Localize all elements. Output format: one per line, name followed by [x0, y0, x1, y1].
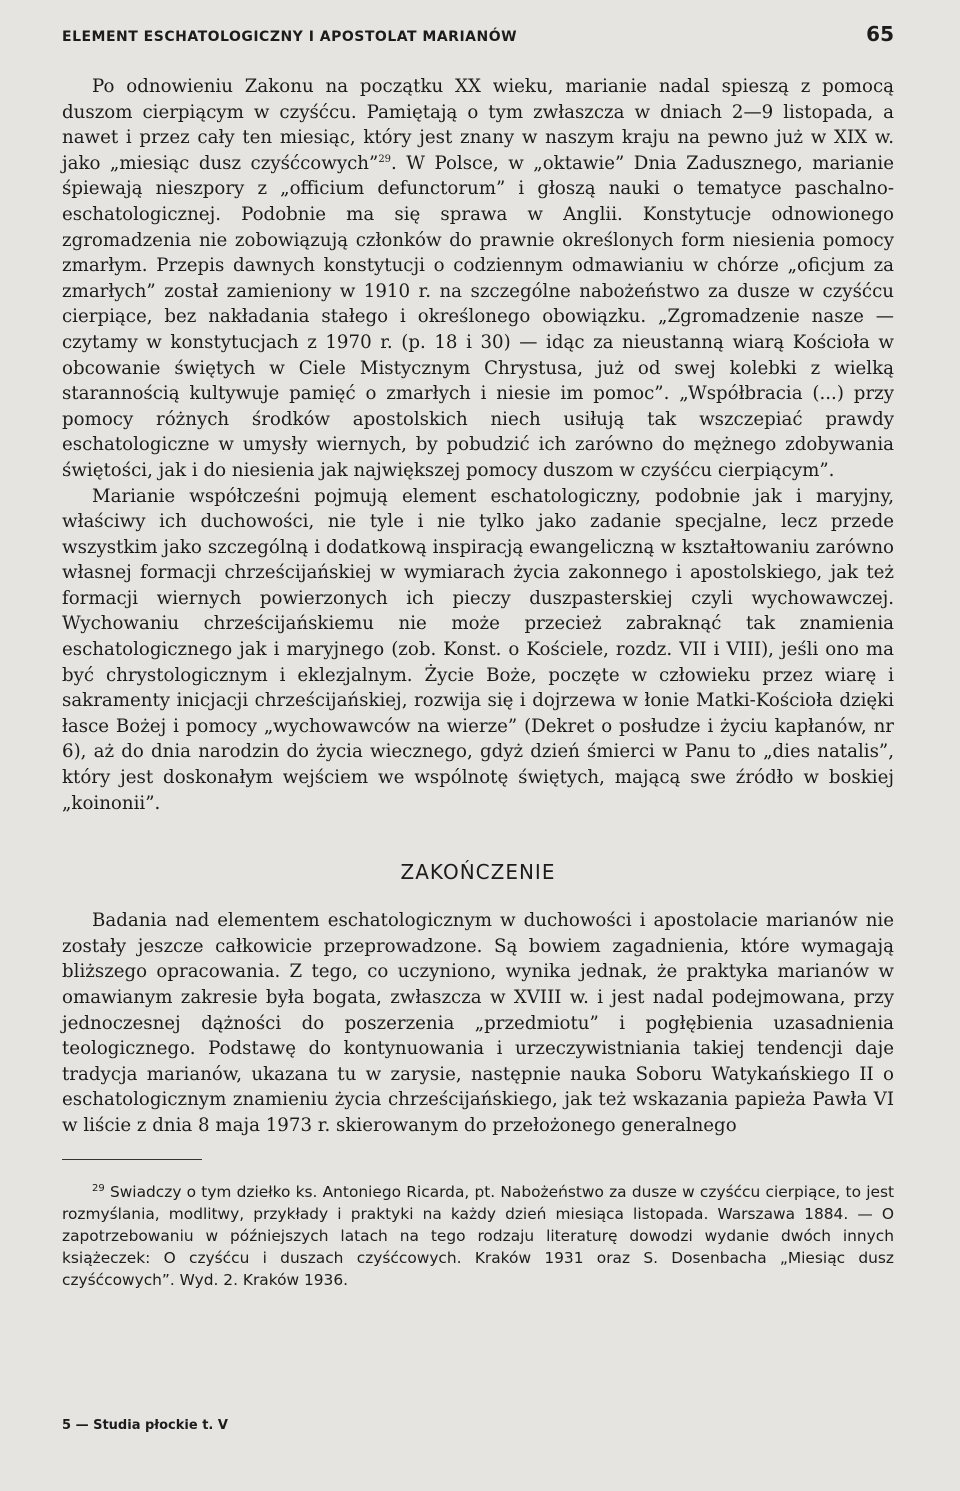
footnote-text: Swiadczy o tym dziełko ks. Antoniego Ricarda, pt. Nabożeństwo za dusze w czyśćcu cierpiące, to jest rozmyślania, modlitwy, przykłady i praktyki na każdy dzień miesiąca listopada. Warszawa 1884. — O zapotrzebowaniu w późniejszych latach na tego rodzaju literaturę dowodzi wydanie dwóch innych książeczek: O czyśćcu i duszach czyśćcowych. Kraków 1931 oraz S. Dosenbacha „Miesiąc dusz czyśćcowych”. Wyd. 2. Kraków 1936. [62, 1182, 894, 1289]
paragraph-1 [62, 74, 894, 484]
footnote-divider [62, 1159, 202, 1160]
footnote-number: 29 [92, 1182, 105, 1194]
running-title: ELEMENT ESCHATOLOGICZNY I APOSTOLAT MARIANÓW [62, 29, 518, 45]
page-number: 65 [866, 22, 894, 46]
section-heading: ZAKOŃCZENIE [400, 860, 556, 885]
footnote-reference[interactable]: 29 [378, 153, 392, 165]
paragraph-1-part-a: Po odnowieniu Zakonu na początku XX wieku, marianie nadal spieszą z pomocą duszom cierpiącym w czyśćcu. Pamiętają o tym zwłaszcza w dniach 2—9 listopada, a nawet i przez cały ten miesiąc, który jest znany w naszym kraju na pewno już w XIX w. jako „miesiąc dusz czyśćcowych” [62, 76, 894, 174]
paragraph-3: Badania nad elementem eschatologicznym w duchowości i apostolacie marianów nie zostały jeszcze całkowicie przeprowadzone. Są bowiem zagadnienia, które wymagają bliższego opracowania. Z tego, co uczyniono, wynika jednak, że praktyka marianów w omawianym zakresie była bogata, zwłaszcza w XVIII w. i jest nadal podejmowana, przy jednoczesnej dążności do poszerzenia „przedmiotu” i pogłębienia uzasadnienia teologicznego. Podstawę do kontynuowania i urzeczywistniania takiej tendencji daje tradycja marianów, ukazana tu w zarysie, następnie nauka Soboru Watykańskiego II o eschatologicznym znamieniu życia chrześcijańskiego, jak też wskazania papieża Pawła VI w liście z dnia 8 maja 1973 r. skierowanym do przełożonego generalnego [62, 910, 894, 1136]
paragraph-2: Marianie współcześni pojmują element eschatologiczny, podobnie jak i maryjny, właściwy ich duchowości, nie tyle i nie tylko jako zadanie specjalne, lecz przede wszystkim jako szczególną i dodatkową inspiracją ewangeliczną w kształtowaniu zarówno własnej formacji chrześcijańskiej w wymiarach życia zakonnego i apostolskiego, jak też formacji wiernych powierzonych ich pieczy duszpasterskiej czyli wychowawczej. Wychowaniu chrześcijańskiemu nie może przecież zabraknąć tak znamienia eschatologicznego jak i maryjnego (zob. Konst. o Kościele, rozdz. VII i VIII), jeśli ono ma być chrystologicznym i eklezjalnym. Życie Boże, poczęte w człowieku przez wiarę i sakramenty inicjacji chrześcijańskiej, rozwija się i dojrzewa w łonie Matki-Kościoła dzięki łasce Bożej i pomocy „wychowawców na wierze” (Dekret o posłudze i życiu kapłanów, nr 6), aż do dnia narodzin do życia wiecznego, gdyż dzień śmierci w Panu to „dies natalis”, który jest doskonałym wejściem we wspólnotę świętych, mającą swe źródło w boskiej „koinonii”. [62, 485, 894, 814]
running-header [62, 0, 894, 50]
paragraph-1-part-b: . W Polsce, w „oktawie” Dnia Zadusznego, marianie śpiewają nieszpory z „officium defunctorum” i głoszą nauki o tematyce paschalno-eschatologicznej. Podobnie ma się sprawa w Anglii. Konstytucje odnowionego zgromadzenia nie zobowiązują członków do prawnie określonych form niesienia pomocy zmarłym. Przepis dawnych konstytucji o codziennym odmawianiu w chórze „oficjum za zmarłych” został zamieniony w 1910 r. na szczególne nabożeństwo za dusze w czyśćcu cierpiące, bez nakładania stałego i określonego obowiązku. „Zgromadzenie nasze — czytamy w konstytucjach z 1970 r. (p. 18 i 30) — idąc za nieustanną wiarą Kościoła w obcowanie świętych w Ciele Mistycznym Chrystusa, już od swej kolebki z wielką starannością kultywuje pamięć o zmarłych i niesie im pomoc”. „Współbracia (...) przy pomocy różnych środków apostolskich niech usiłują tak wszczepiać prawdy eschatologiczne w umysły wiernych, by pobudzić ich zarówno do mężnego zdobywania świętości, jak i do niesienia jak największej pomocy duszom w czyśćcu cierpiącym”. [62, 152, 894, 481]
footnote [62, 1178, 894, 1291]
printer-signature: 5 — Studia płockie t. V [62, 1418, 228, 1433]
